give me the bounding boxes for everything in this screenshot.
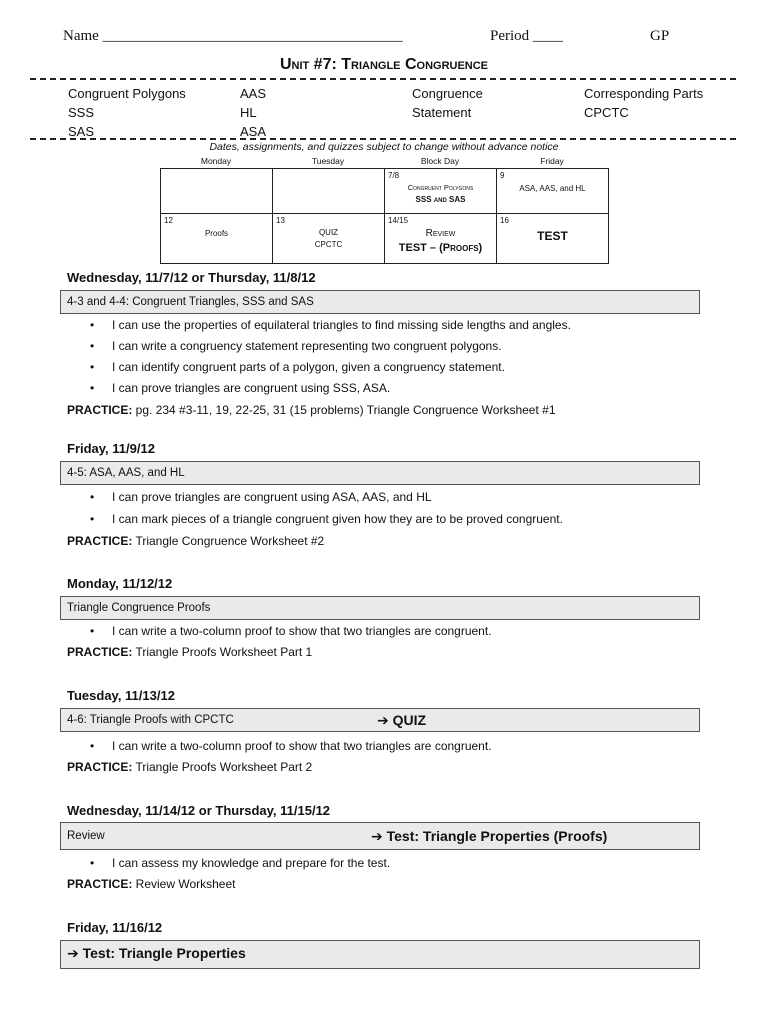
topic-title: Review (67, 830, 105, 842)
vocab-term: SAS (68, 124, 95, 139)
period-field-label: Period ____ (490, 28, 563, 44)
calendar-cell (497, 169, 609, 214)
topic-title: 4-5: ASA, AAS, and HL (67, 467, 185, 479)
calendar-cell (497, 214, 609, 264)
calendar-day-friday: Friday (540, 156, 564, 166)
section-date: Wednesday, 11/14/12 or Thursday, 11/15/12 (67, 803, 331, 818)
schedule-notice: Dates, assignments, and quizzes subject to change without advance notice (209, 141, 559, 153)
page-title: Unit #7: Triangle Congruence (279, 56, 489, 73)
calendar-entry: SSS and SAS (415, 195, 466, 204)
objective-item: • I can identify congruent parts of a polygon, given a congruency statement. (90, 360, 505, 374)
calendar-cell (385, 169, 497, 214)
vocab-column-1 (68, 84, 186, 141)
objective-item: • I can write a two-column proof to show that two triangles are congruent. (90, 624, 492, 638)
calendar-entry: Congruent Polygons (407, 183, 474, 192)
vocab-term: Congruent Polygons (68, 86, 186, 101)
objective-item: • I can write a congruency statement representing two congruent polygons. (90, 339, 502, 353)
vocab-term: ASA (240, 124, 267, 139)
vocab-column-4 (584, 84, 703, 122)
calendar-cell (161, 214, 273, 264)
calendar-date: 16 (500, 216, 509, 225)
section-date: Wednesday, 11/7/12 or Thursday, 11/8/12 (67, 270, 316, 285)
vocab-term: AAS (240, 86, 267, 101)
objective-item: • I can assess my knowledge and prepare for the test. (90, 856, 391, 870)
name-field-label: Name ________________________________________ (63, 28, 403, 44)
objective-item: • I can prove triangles are congruent using SSS, ASA. (90, 381, 391, 395)
calendar-date: 12 (164, 216, 173, 225)
calendar-entry: ASA, AAS, and HL (519, 184, 586, 193)
vocab-term: Congruence (412, 86, 483, 101)
topic-title: 4-3 and 4-4: Congruent Triangles, SSS and SAS (67, 296, 314, 308)
calendar-entry: Proofs (204, 229, 229, 238)
calendar-cell (385, 214, 497, 264)
objective-item: • I can prove triangles are congruent using ASA, AAS, and HL (90, 490, 432, 504)
topic-title: Triangle Congruence Proofs (67, 602, 211, 614)
practice-line: PRACTICE: Triangle Proofs Worksheet Part 2 (67, 760, 313, 774)
calendar-day-monday: Monday (200, 156, 232, 166)
section-date: Friday, 11/9/12 (67, 441, 155, 456)
quiz-callout: ➔ QUIZ (377, 712, 427, 728)
section-date: Tuesday, 11/13/12 (67, 688, 175, 703)
calendar-day-block: Block Day (420, 156, 460, 166)
practice-line: PRACTICE: Triangle Congruence Worksheet #2 (67, 534, 325, 548)
objective-item: • I can mark pieces of a triangle congruent given how they are to be proved congruent. (90, 512, 563, 526)
topic-title: 4-6: Triangle Proofs with CPCTC (67, 714, 234, 726)
topic-box (60, 708, 700, 732)
vocab-term: HL (240, 105, 257, 120)
calendar-table (160, 168, 609, 264)
topic-box (60, 940, 700, 969)
vocab-term: Statement (412, 105, 472, 120)
section-date: Friday, 11/16/12 (67, 920, 163, 935)
vocab-term: SSS (68, 105, 95, 120)
calendar-cell (273, 169, 385, 214)
gp-label: GP (650, 28, 670, 44)
calendar-date: 14/15 (388, 216, 409, 225)
top-divider (30, 78, 736, 80)
bottom-divider (30, 138, 736, 140)
test-callout: ➔ Test: Triangle Properties (Proofs) (371, 828, 608, 844)
vocab-column-3 (412, 84, 483, 122)
calendar-cell (161, 169, 273, 214)
calendar-date: 7/8 (388, 171, 400, 180)
calendar-entry: Review (425, 228, 456, 239)
vocab-term: Corresponding Parts (584, 86, 704, 101)
vocab-column-2 (240, 84, 266, 141)
calendar-date: 9 (500, 171, 505, 180)
test-callout: ➔ Test: Triangle Properties (67, 945, 246, 961)
practice-line: PRACTICE: pg. 234 #3-11, 19, 22-25, 31 (15 problems) Triangle Congruence Worksheet #1 (67, 403, 556, 417)
objective-item: • I can use the properties of equilateral triangles to find missing side lengths and angles. (90, 318, 571, 332)
section-date: Monday, 11/12/12 (67, 576, 173, 591)
topic-box (60, 290, 700, 314)
calendar-entry: TEST (537, 229, 568, 243)
calendar-day-tuesday: Tuesday (311, 156, 345, 166)
calendar-cell (273, 214, 385, 264)
calendar-entry: CPCTC (314, 240, 343, 249)
topic-box (60, 596, 700, 620)
topic-box (60, 822, 700, 850)
topic-box (60, 461, 700, 485)
vocab-term: CPCTC (584, 105, 629, 120)
calendar-entry: TEST – (Proofs) (398, 242, 483, 254)
objective-item: • I can write a two-column proof to show that two triangles are congruent. (90, 739, 492, 753)
practice-line: PRACTICE: Triangle Proofs Worksheet Part 1 (67, 645, 313, 659)
calendar-entry: QUIZ (318, 228, 339, 237)
practice-line: PRACTICE: Review Worksheet (67, 877, 236, 891)
calendar-date: 13 (276, 216, 285, 225)
